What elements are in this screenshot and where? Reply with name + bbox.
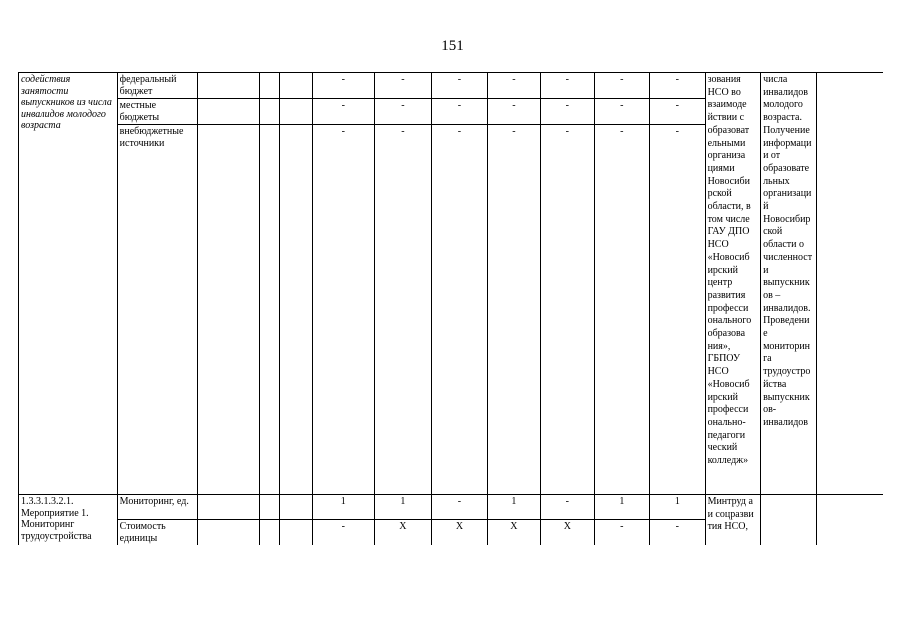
page-number: 151 bbox=[441, 38, 464, 54]
value-cell: - bbox=[432, 125, 488, 495]
funding-source: внебюджетные источники bbox=[117, 125, 197, 495]
measure-title: 1.3.3.1.3.2.1. Мероприятие 1. Мониторинг трудоустройства bbox=[19, 495, 118, 546]
task-title: содействия занятости выпускников из числа инвалидов молодого возраста bbox=[19, 73, 118, 495]
result-cell bbox=[761, 495, 817, 546]
value-cell: 1 bbox=[487, 495, 540, 520]
value-cell: - bbox=[312, 99, 374, 125]
value-cell: 1 bbox=[374, 495, 432, 520]
value-cell: - bbox=[312, 520, 374, 546]
value-cell: - bbox=[432, 73, 488, 99]
indicator-name: Мониторинг, ед. bbox=[117, 495, 197, 520]
executor-cell: зования НСО во взаимоде йствии с образоват ельными организа циями Новосиби рской области, в том числе ГАУ ДПО НСО «Новосиб ирский центр развития професси онального образова ния», ГБПОУ НСО «Новосиб ирский професси онально-педагоги ческий колледж» bbox=[705, 73, 761, 495]
value-cell: 1 bbox=[650, 495, 706, 520]
indicator-name: Стоимость единицы bbox=[117, 520, 197, 546]
value-cell: - bbox=[374, 73, 432, 99]
value-cell: - bbox=[432, 495, 488, 520]
value-cell: 1 bbox=[594, 495, 650, 520]
value-cell: X bbox=[541, 520, 594, 546]
executor-cell: Минтруд а и соцразви тия НСО, bbox=[705, 495, 761, 546]
value-cell: X bbox=[487, 520, 540, 546]
value-cell: X bbox=[374, 520, 432, 546]
funding-source: местные бюджеты bbox=[117, 99, 197, 125]
value-cell: - bbox=[650, 73, 706, 99]
value-cell: - bbox=[541, 125, 594, 495]
value-cell: - bbox=[650, 125, 706, 495]
program-table bbox=[18, 72, 883, 545]
value-cell: X bbox=[432, 520, 488, 546]
value-cell: - bbox=[432, 99, 488, 125]
value-cell: - bbox=[594, 125, 650, 495]
value-cell: - bbox=[312, 73, 374, 99]
value-cell: - bbox=[312, 125, 374, 495]
value-cell: - bbox=[487, 99, 540, 125]
value-cell: - bbox=[541, 99, 594, 125]
value-cell: - bbox=[487, 73, 540, 99]
value-cell: - bbox=[594, 520, 650, 546]
value-cell: - bbox=[594, 99, 650, 125]
value-cell: - bbox=[487, 125, 540, 495]
value-cell: - bbox=[374, 99, 432, 125]
value-cell: - bbox=[650, 520, 706, 546]
value-cell: 1 bbox=[312, 495, 374, 520]
result-cell: числа инвалидов молодого возраста. Получение информации от образовательных организаций Новосибирской области о численности выпускников – инвалидов. Проведение мониторинга трудоустройства выпускников-инвалидов bbox=[761, 73, 817, 495]
value-cell: - bbox=[374, 125, 432, 495]
value-cell: - bbox=[650, 99, 706, 125]
value-cell: - bbox=[541, 495, 594, 520]
value-cell: - bbox=[541, 73, 594, 99]
funding-source: федеральный бюджет bbox=[117, 73, 197, 99]
table-row bbox=[19, 495, 884, 520]
value-cell: - bbox=[594, 73, 650, 99]
table-row bbox=[19, 73, 884, 99]
